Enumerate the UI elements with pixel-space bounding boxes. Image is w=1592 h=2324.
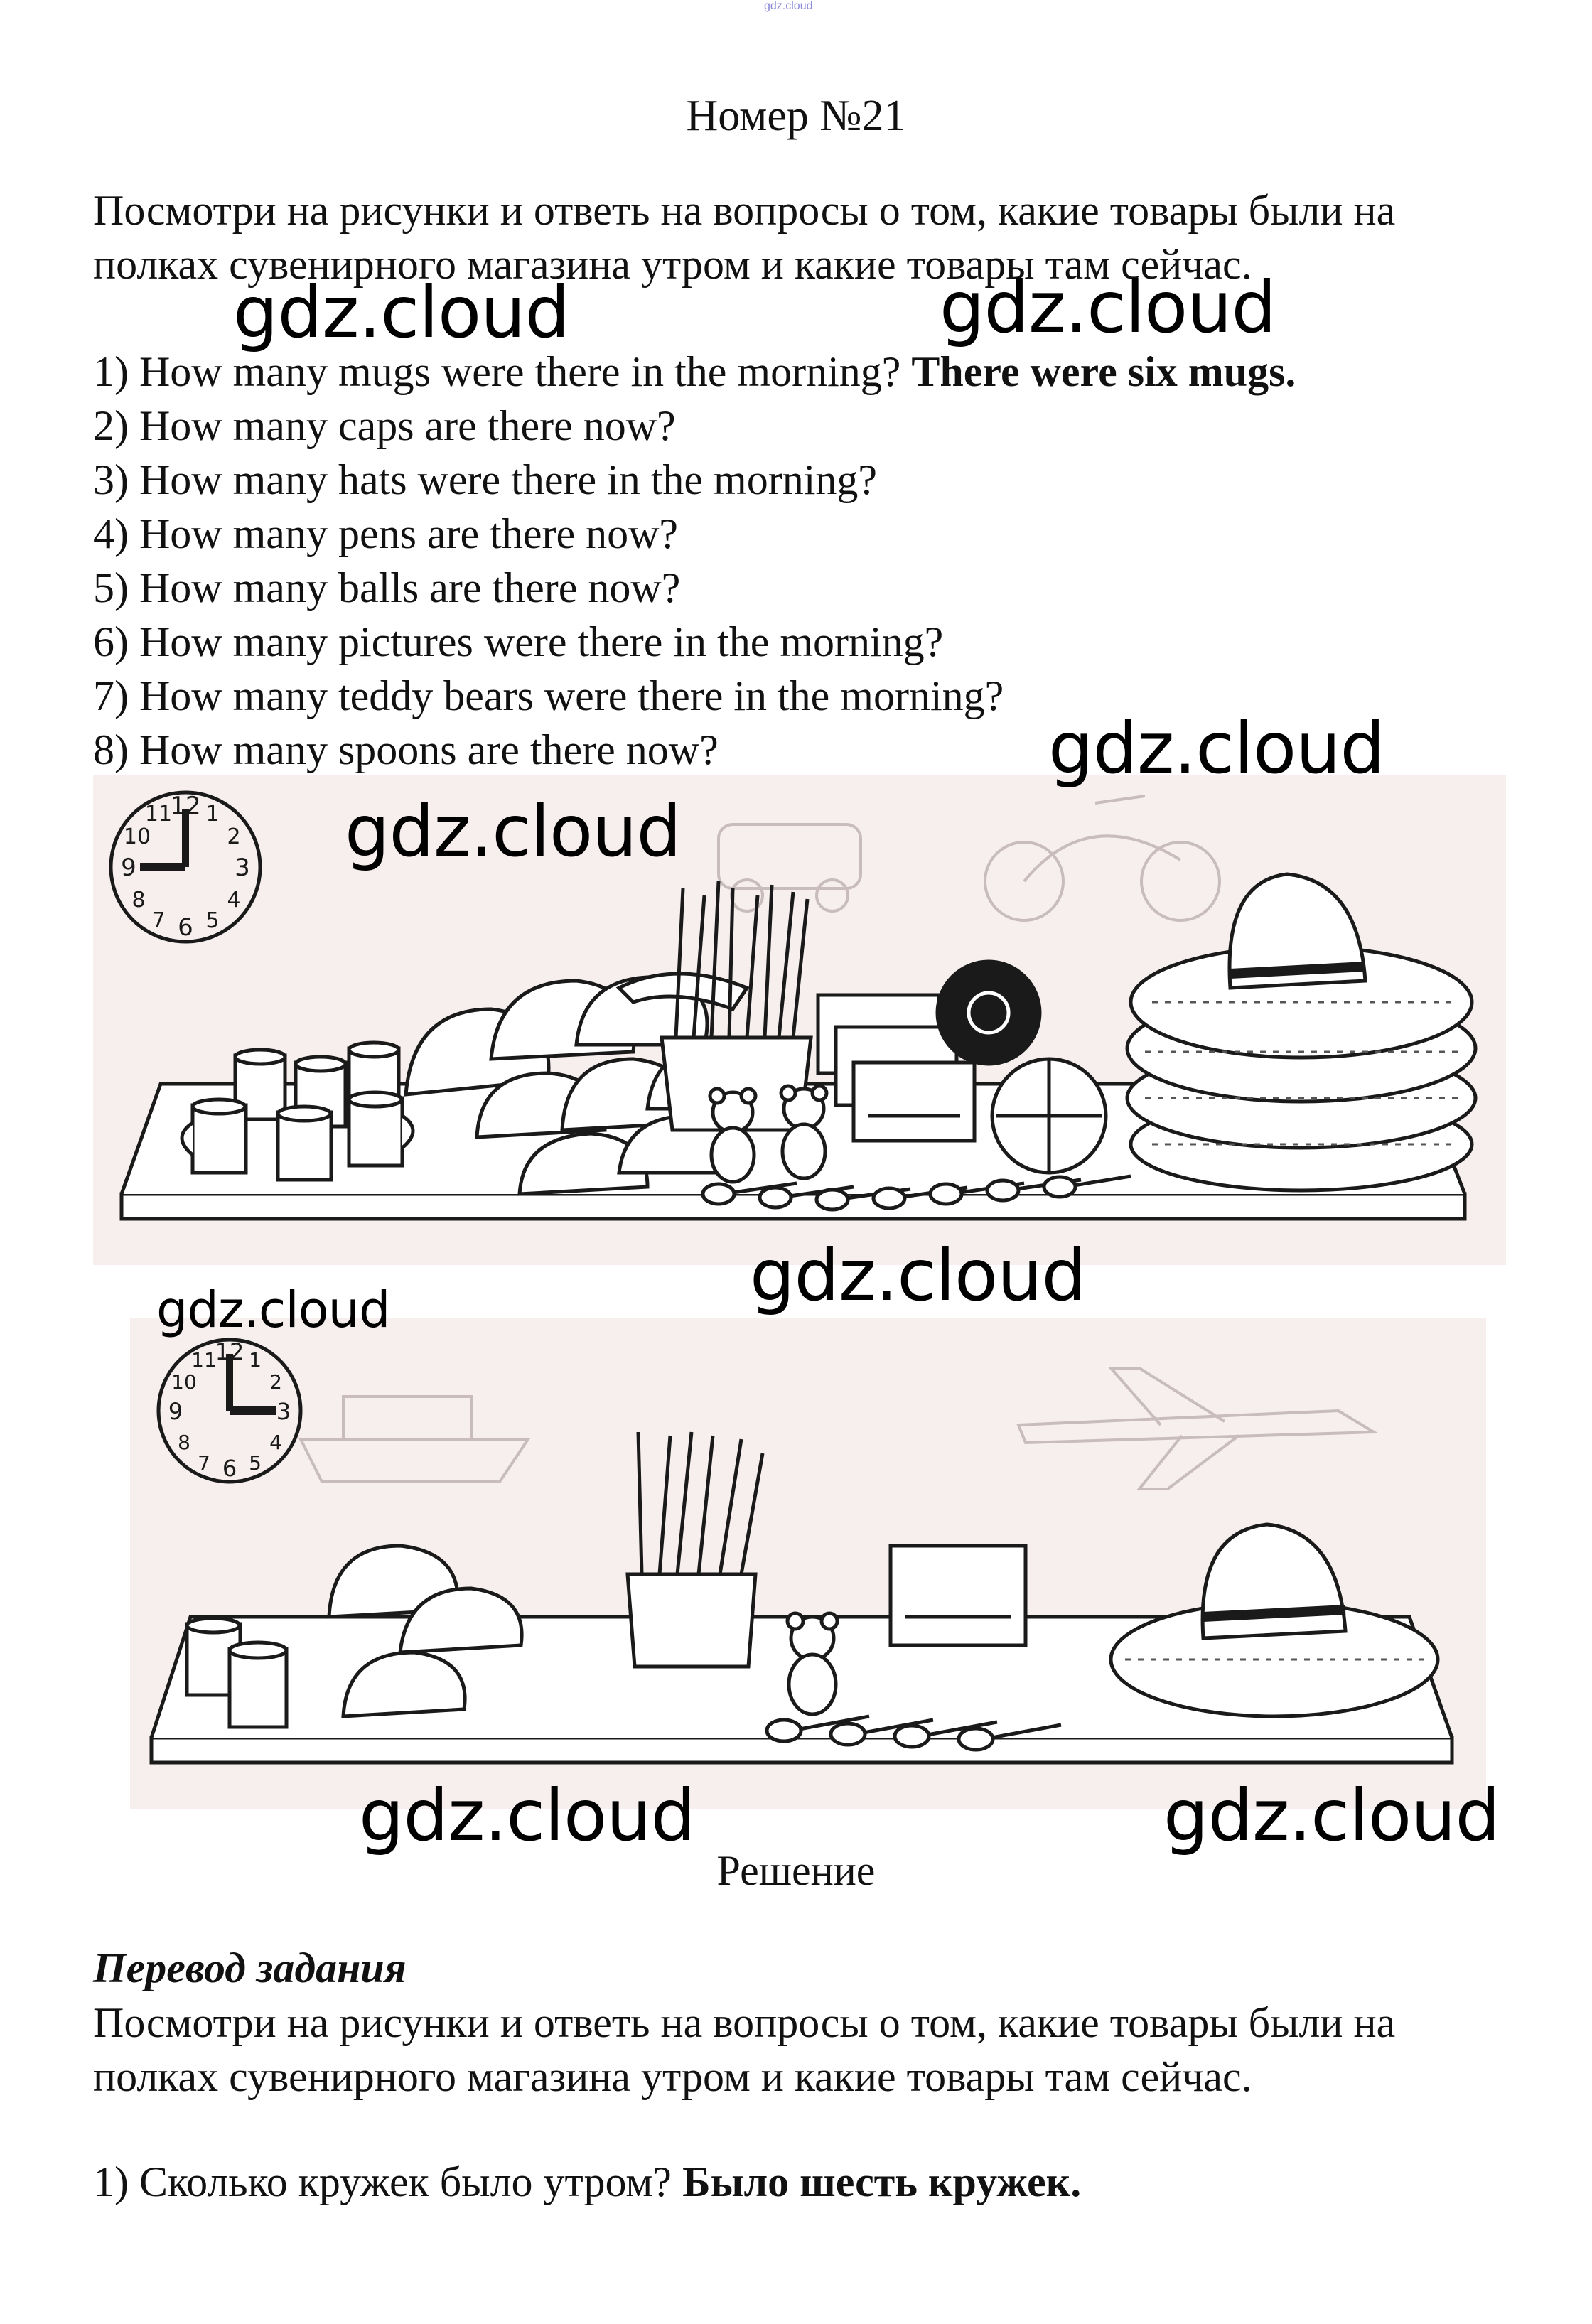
task-instruction: Посмотри на рисунки и ответь на вопросы о том, какие товары были на полках сувенирного магазина утром и какие товары там сейчас. — [93, 187, 1396, 288]
clock-number: 3 — [276, 1398, 291, 1425]
now-shelf-illustration — [130, 1318, 1486, 1809]
background-plane-icon — [1018, 1368, 1374, 1489]
watermark: gdz.cloud — [1163, 1774, 1500, 1857]
clock-number: 9 — [168, 1398, 183, 1425]
clock-number: 6 — [222, 1455, 237, 1482]
watermark: gdz.cloud — [156, 1281, 390, 1339]
clock-icon — [111, 792, 260, 942]
watermark: gdz.cloud — [233, 271, 570, 354]
clock-number: 12 — [215, 1338, 244, 1365]
clock-number: 11 — [144, 802, 173, 827]
question-item: 7) How many teddy bears were there in the morning? — [93, 672, 1004, 719]
watermark: gdz.cloud — [345, 790, 682, 873]
shelf — [122, 1194, 1465, 1219]
clock-icon — [158, 1338, 301, 1482]
clock-number: 4 — [227, 888, 241, 913]
clock-number: 7 — [151, 908, 166, 933]
translated-question-answer: Было шесть кружек. — [682, 2158, 1082, 2205]
shelf — [151, 1738, 1452, 1763]
question-text: 1) How many mugs were there in the morning? — [93, 348, 901, 395]
clock-number: 1 — [205, 802, 220, 827]
watermark: gdz.cloud — [359, 1774, 696, 1857]
straw-hat-icon — [1111, 1524, 1438, 1716]
teddy-bear-icon — [787, 1613, 837, 1714]
question-item: 3) How many hats were there in the morning? — [93, 456, 877, 503]
question-answer: There were six mugs. — [911, 348, 1296, 395]
clock-number: 8 — [131, 888, 146, 913]
clock-number: 9 — [121, 854, 136, 882]
translated-question — [93, 2158, 1081, 2207]
clock-number: 1 — [249, 1348, 262, 1372]
clock-number: 4 — [269, 1431, 282, 1454]
pen-cup-icon — [628, 1432, 763, 1667]
clock-number: 6 — [178, 913, 193, 942]
watermark: gdz.cloud — [1048, 706, 1385, 790]
clock-number: 5 — [249, 1451, 262, 1475]
question-item: 6) How many pictures were there in the morning? — [93, 618, 944, 665]
background-ship-icon — [301, 1397, 528, 1482]
clock-number: 7 — [198, 1451, 210, 1475]
background-scooter-icon — [985, 796, 1220, 920]
clock-number: 5 — [205, 908, 220, 933]
clock-number: 12 — [170, 792, 201, 820]
watermark: gdz.cloud — [750, 1234, 1087, 1317]
question-item: 5) How many balls are there now? — [93, 564, 681, 611]
clock-number: 2 — [269, 1370, 282, 1394]
picture-frame-icon — [891, 1546, 1026, 1645]
clock-number: 2 — [227, 824, 241, 849]
site-tag: gdz.cloud — [764, 0, 813, 12]
translation-text: Посмотри на рисунки и ответь на вопросы о том, какие товары были на полках сувенирного магазина утром и какие товары там сейчас. — [93, 1999, 1396, 2100]
mug-icon — [182, 1043, 413, 1180]
question-item: 2) How many caps are there now? — [93, 402, 676, 449]
solution-heading: Решение — [716, 1847, 876, 1894]
clock-number: 10 — [171, 1370, 197, 1394]
translation-heading: Перевод задания — [93, 1944, 407, 1991]
question-item: 4) How many pens are there now? — [93, 510, 679, 557]
clock-number: 8 — [178, 1431, 190, 1454]
translated-question-text: 1) Сколько кружек было утром? — [93, 2158, 672, 2205]
clock-number: 3 — [235, 854, 250, 882]
clock-number: 11 — [191, 1348, 217, 1372]
clock-number: 10 — [123, 824, 151, 849]
page-title: Номер №21 — [686, 92, 906, 140]
morning-shelf-illustration — [93, 775, 1506, 1265]
watermark: gdz.cloud — [940, 266, 1276, 349]
background-car-icon — [719, 824, 861, 911]
question-item: 8) How many spoons are there now? — [93, 726, 719, 773]
